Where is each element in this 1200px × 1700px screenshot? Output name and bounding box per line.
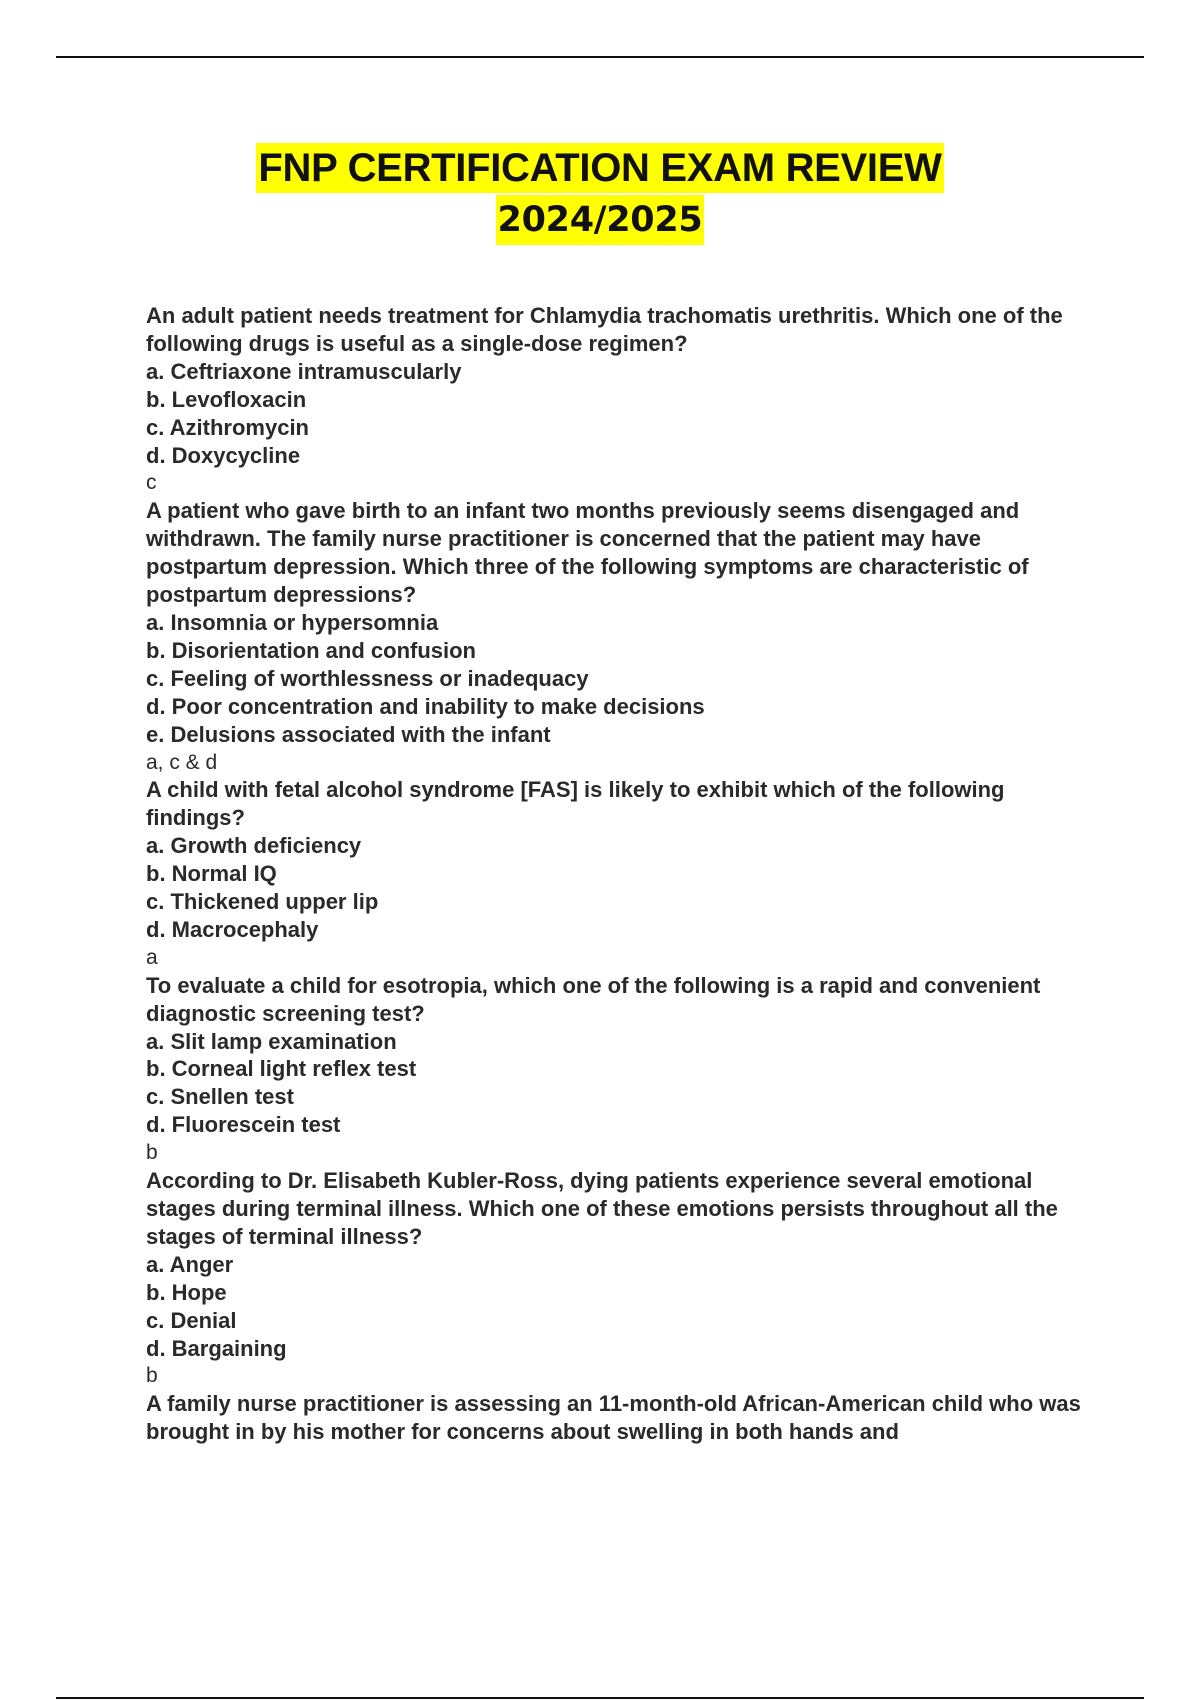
answer-text: a, c & d: [146, 750, 218, 774]
option-item: c. Snellen test: [146, 1084, 294, 1110]
question-stem: According to Dr. Elisabeth Kubler-Ross, dying patients experience several emotional stages during terminal illness. Which one of these emotions persists throughout all the stages of terminal illness?: [146, 1168, 1058, 1249]
option-item: c. Thickened upper lip: [146, 889, 379, 915]
option-item: b. Levofloxacin: [146, 386, 307, 412]
option-item: b. Hope: [146, 1279, 227, 1305]
option-item: a. Anger: [146, 1251, 234, 1277]
option-item: d. Poor concentration and inability to make decisions: [146, 693, 705, 719]
question-block: [146, 302, 1096, 497]
header-rule: [56, 56, 1144, 58]
option-item: a. Insomnia or hypersomnia: [146, 609, 439, 635]
question-block: [146, 1167, 1096, 1390]
answer-text: b: [146, 1364, 158, 1388]
answer-text: b: [146, 1141, 158, 1165]
question-block: [146, 497, 1096, 776]
option-item: d. Fluorescein test: [146, 1112, 341, 1138]
question-stem: To evaluate a child for esotropia, which one of the following is a rapid and convenient diagnostic screening test?: [146, 972, 1041, 1026]
question-stem: A family nurse practitioner is assessing an 11-month-old African-American child who was brought in by his mother for concerns about swelling in both hands and: [146, 1391, 1081, 1445]
option-item: d. Bargaining: [146, 1335, 287, 1361]
question-list: [146, 302, 1096, 1446]
option-item: e. Delusions associated with the infant: [146, 721, 551, 747]
title-line-1: FNP CERTIFICATION EXAM REVIEW: [256, 143, 943, 193]
option-item: d. Doxycycline: [146, 442, 301, 468]
document-title: [0, 143, 1200, 245]
question-block: [146, 972, 1096, 1167]
option-item: b. Normal IQ: [146, 861, 277, 887]
option-item: a. Ceftriaxone intramuscularly: [146, 358, 462, 384]
option-item: a. Growth deficiency: [146, 833, 362, 859]
option-item: b. Disorientation and confusion: [146, 637, 476, 663]
option-item: d. Macrocephaly: [146, 916, 319, 942]
answer-text: a: [146, 945, 158, 969]
question-block: [146, 1390, 1096, 1446]
title-line-2: 2024/2025: [496, 195, 705, 245]
question-block: [146, 776, 1096, 971]
question-stem: An adult patient needs treatment for Chlamydia trachomatis urethritis. Which one of the following drugs is useful as a single-dose regimen?: [146, 303, 1063, 356]
question-stem: A patient who gave birth to an infant two months previously seems disengaged and withdrawn. The family nurse practitioner is concerned that the patient may have postpartum depression. Which three of the following symptoms are characteristic of postpartum depressions?: [146, 498, 1029, 608]
question-stem: A child with fetal alcohol syndrome [FAS] is likely to exhibit which of the following findings?: [146, 777, 1005, 831]
option-item: c. Denial: [146, 1307, 237, 1333]
footer-rule: [56, 1697, 1144, 1699]
option-item: c. Feeling of worthlessness or inadequacy: [146, 665, 589, 691]
option-item: c. Azithromycin: [146, 414, 309, 440]
answer-text: c: [146, 471, 157, 495]
option-item: b. Corneal light reflex test: [146, 1056, 417, 1082]
option-item: a. Slit lamp examination: [146, 1028, 397, 1054]
